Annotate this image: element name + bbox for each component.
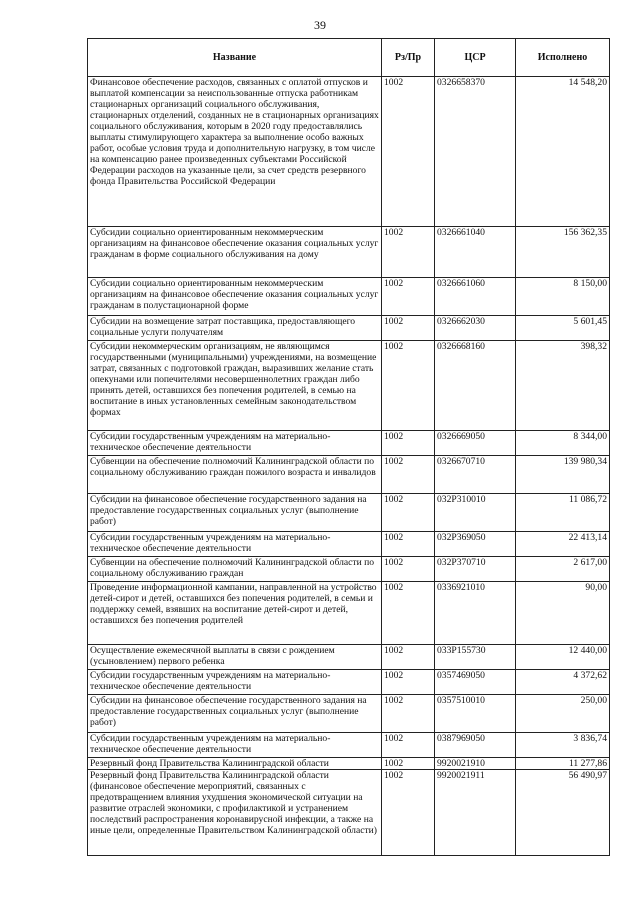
- row-rz-cell: 1002: [382, 341, 435, 431]
- table-row: [88, 733, 610, 758]
- row-csr-cell: 032P370710: [435, 557, 516, 582]
- table-row: [88, 431, 610, 456]
- row-csr-cell: 0326668160: [435, 341, 516, 431]
- row-amount-cell: 8 150,00: [516, 278, 610, 316]
- row-rz-cell: 1002: [382, 770, 435, 856]
- row-name-cell: Субсидии социально ориентированным некоммерческим организациям на финансовое обеспечение оказания социальных услуг гражданам в форме социального обслуживания на дому: [88, 227, 382, 278]
- table-row: [88, 77, 610, 227]
- row-rz-cell: 1002: [382, 557, 435, 582]
- table-header-row: [88, 39, 610, 77]
- row-csr-cell: 033P155730: [435, 645, 516, 670]
- table-row: [88, 227, 610, 278]
- row-rz-cell: 1002: [382, 733, 435, 758]
- row-amount-cell: 250,00: [516, 695, 610, 733]
- table-row: [88, 695, 610, 733]
- table-row: [88, 770, 610, 856]
- table-row: [88, 557, 610, 582]
- table-row: [88, 532, 610, 557]
- row-csr-cell: 0357469050: [435, 670, 516, 695]
- column-header-rz: Рз/Пр: [382, 39, 435, 77]
- row-amount-cell: 22 413,14: [516, 532, 610, 557]
- row-csr-cell: 9920021910: [435, 758, 516, 770]
- row-rz-cell: 1002: [382, 278, 435, 316]
- row-name-cell: Субсидии на возмещение затрат поставщика, предоставляющего социальные услуги получателям: [88, 316, 382, 341]
- row-amount-cell: 11 277,86: [516, 758, 610, 770]
- row-rz-cell: 1002: [382, 758, 435, 770]
- row-rz-cell: 1002: [382, 670, 435, 695]
- page-number: 39: [314, 18, 326, 32]
- row-name-cell: Субсидии социально ориентированным некоммерческим организациям на финансовое обеспечение оказания социальных услуг гражданам в полустационарной форме: [88, 278, 382, 316]
- row-rz-cell: 1002: [382, 695, 435, 733]
- row-amount-cell: 12 440,00: [516, 645, 610, 670]
- row-csr-cell: 032P310010: [435, 494, 516, 532]
- row-csr-cell: 9920021911: [435, 770, 516, 856]
- row-name-cell: Резервный фонд Правительства Калининградской области: [88, 758, 382, 770]
- row-name-cell: Осуществление ежемесячной выплаты в связи с рождением (усыновлением) первого ребенка: [88, 645, 382, 670]
- table-body: [88, 77, 610, 856]
- row-rz-cell: 1002: [382, 431, 435, 456]
- row-csr-cell: 0326669050: [435, 431, 516, 456]
- row-rz-cell: 1002: [382, 316, 435, 341]
- row-amount-cell: 90,00: [516, 582, 610, 645]
- row-name-cell: Субвенции на обеспечение полномочий Калининградской области по социальному обслуживанию граждан: [88, 557, 382, 582]
- row-rz-cell: 1002: [382, 532, 435, 557]
- row-amount-cell: 2 617,00: [516, 557, 610, 582]
- row-csr-cell: 0326658370: [435, 77, 516, 227]
- row-csr-cell: 0326670710: [435, 456, 516, 494]
- row-amount-cell: 398,32: [516, 341, 610, 431]
- row-name-cell: Субсидии государственным учреждениям на материально-техническое обеспечение деятельности: [88, 670, 382, 695]
- row-name-cell: Субвенции на обеспечение полномочий Калининградской области по социальному обслуживанию граждан пожилого возраста и инвалидов: [88, 456, 382, 494]
- row-csr-cell: 0387969050: [435, 733, 516, 758]
- row-name-cell: Субсидии государственным учреждениям на материально-техническое обеспечение деятельности: [88, 431, 382, 456]
- column-header-name: Название: [88, 39, 382, 77]
- row-rz-cell: 1002: [382, 227, 435, 278]
- row-amount-cell: 139 980,34: [516, 456, 610, 494]
- row-name-cell: Субсидии на финансовое обеспечение государственного задания на предоставление государственных социальных услуг (выполнение работ): [88, 494, 382, 532]
- row-amount-cell: 11 086,72: [516, 494, 610, 532]
- row-amount-cell: 156 362,35: [516, 227, 610, 278]
- row-amount-cell: 14 548,20: [516, 77, 610, 227]
- table-row: [88, 494, 610, 532]
- row-csr-cell: 032P369050: [435, 532, 516, 557]
- budget-table: [87, 38, 610, 856]
- row-name-cell: Субсидии на финансовое обеспечение государственного задания на предоставление государственных социальных услуг (выполнение работ): [88, 695, 382, 733]
- table-row: [88, 316, 610, 341]
- row-amount-cell: 5 601,45: [516, 316, 610, 341]
- row-name-cell: Субсидии государственным учреждениям на материально-техническое обеспечение деятельности: [88, 733, 382, 758]
- table-row: [88, 645, 610, 670]
- row-rz-cell: 1002: [382, 645, 435, 670]
- row-csr-cell: 0357510010: [435, 695, 516, 733]
- row-rz-cell: 1002: [382, 582, 435, 645]
- row-amount-cell: 3 836,74: [516, 733, 610, 758]
- table-row: [88, 582, 610, 645]
- row-rz-cell: 1002: [382, 77, 435, 227]
- table-row: [88, 341, 610, 431]
- row-csr-cell: 0326661060: [435, 278, 516, 316]
- row-name-cell: Резервный фонд Правительства Калининградской области (финансовое обеспечение мероприятий, связанных с предотвращением влияния ухудшения экономической ситуации на развитие отраслей экономики, с профилактикой и устранением последствий распространения коронавирусной инфекции, а также на иные цели, определенные Правительством Калининградской области): [88, 770, 382, 856]
- row-amount-cell: 56 490,97: [516, 770, 610, 856]
- row-rz-cell: 1002: [382, 456, 435, 494]
- column-header-executed: Исполнено: [516, 39, 610, 77]
- row-csr-cell: 0336921010: [435, 582, 516, 645]
- row-amount-cell: 4 372,62: [516, 670, 610, 695]
- row-csr-cell: 0326661040: [435, 227, 516, 278]
- column-header-csr: ЦСР: [435, 39, 516, 77]
- row-name-cell: Субсидии некоммерческим организациям, не являющимся государственными (муниципальными) учреждениями, на возмещение затрат, связанных с подготовкой граждан, выразивших желание стать опекунами или попечителями несовершеннолетних граждан либо принять детей, оставшихся без попечения родителей, в семью на воспитание в иных установленных семейным законодательством формах: [88, 341, 382, 431]
- table-row: [88, 278, 610, 316]
- table-row: [88, 758, 610, 770]
- row-name-cell: Субсидии государственным учреждениям на материально-техническое обеспечение деятельности: [88, 532, 382, 557]
- row-amount-cell: 8 344,00: [516, 431, 610, 456]
- row-name-cell: Финансовое обеспечение расходов, связанных с оплатой отпусков и выплатой компенсации за неиспользованные отпуска работникам стационарных организаций социального обслуживания, стационарных отделений, созданных не в стационарных организациях социального обслуживания, которым в 2020 году предоставлялись выплаты стимулирующего характера за выполнение особо важных работ, особые условия труда и дополнительную нагрузку, в том числе на компенсацию ранее произведенных субъектами Российской Федерации расходов на указанные цели, за счет средств резервного фонда Правительства Российской Федерации: [88, 77, 382, 227]
- table-row: [88, 670, 610, 695]
- row-rz-cell: 1002: [382, 494, 435, 532]
- row-name-cell: Проведение информационной кампании, направленной на устройство детей-сирот и детей, оставшихся без попечения родителей, в семьи и поддержку семей, взявших на воспитание детей-сирот и детей, оставшихся без попечения родителей: [88, 582, 382, 645]
- table-row: [88, 456, 610, 494]
- row-csr-cell: 0326662030: [435, 316, 516, 341]
